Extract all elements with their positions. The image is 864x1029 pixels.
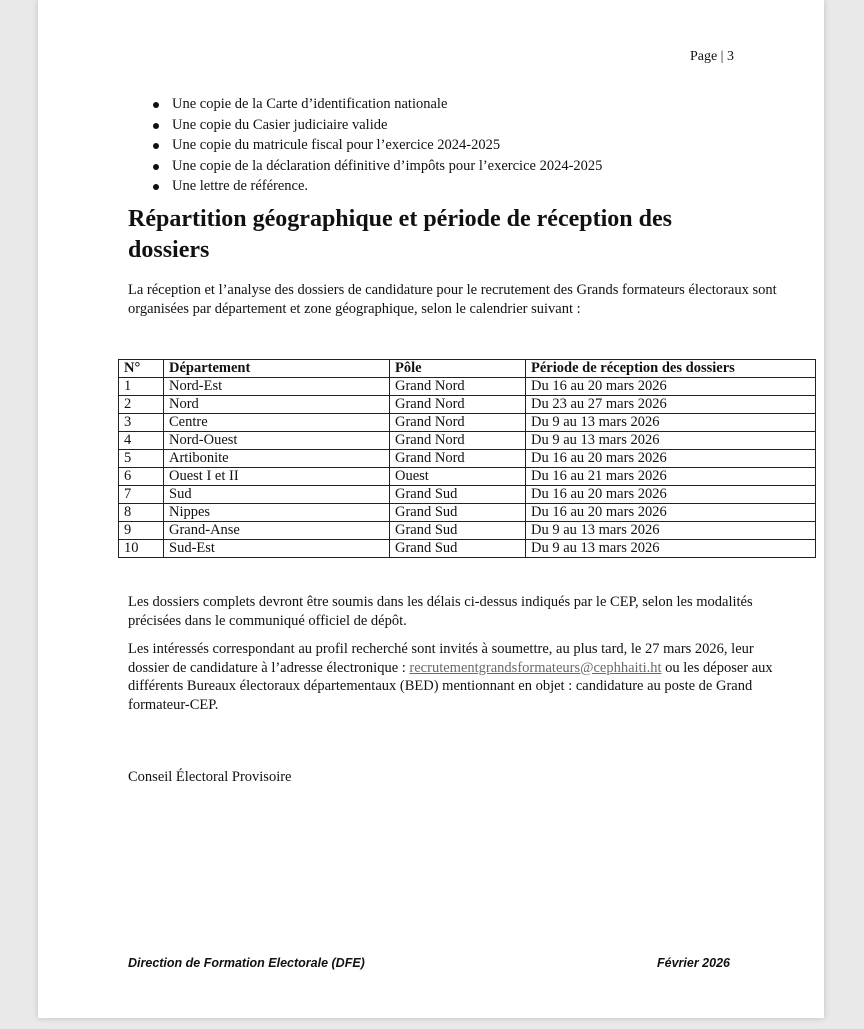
invitation-text-end: ou les déposer aux différents Bureaux électoraux départementaux (BED) mentionnant en objet : candidature au poste de Grand formateur-CEP.: [128, 659, 773, 713]
table-row: [119, 540, 816, 558]
cell-pole: Grand Sud: [390, 504, 526, 522]
header-pole: Pôle: [390, 360, 526, 378]
cell-pole: Grand Sud: [390, 522, 526, 540]
cell-number: 8: [119, 504, 164, 522]
cell-period: Du 16 au 20 mars 2026: [526, 486, 816, 504]
cell-department: Sud-Est: [164, 540, 390, 558]
cell-pole: Grand Nord: [390, 414, 526, 432]
cell-department: Centre: [164, 414, 390, 432]
list-item: Une copie du matricule fiscal pour l’exercice 2024-2025: [153, 135, 602, 156]
table-row: [119, 396, 816, 414]
cell-number: 6: [119, 468, 164, 486]
cell-number: 4: [119, 432, 164, 450]
cell-department: Ouest I et II: [164, 468, 390, 486]
cell-period: Du 16 au 20 mars 2026: [526, 378, 816, 396]
table-row: [119, 486, 816, 504]
table-row: [119, 468, 816, 486]
cell-pole: Grand Sud: [390, 486, 526, 504]
invitation-text: Les intéressés correspondant au profil recherché sont invités à soumettre, au plus tard, le 27 mars 2026, leur dossier de candidature à l’adresse électronique :: [128, 641, 754, 676]
cell-period: Du 16 au 21 mars 2026: [526, 468, 816, 486]
table-row: [119, 378, 816, 396]
cell-department: Grand-Anse: [164, 522, 390, 540]
signature: Conseil Électoral Provisoire: [128, 769, 292, 785]
page-number: Page | 3: [689, 49, 734, 64]
cell-department: Nord-Ouest: [164, 432, 390, 450]
cell-period: Du 16 au 20 mars 2026: [526, 504, 816, 522]
cell-period: Du 9 au 13 mars 2026: [526, 414, 816, 432]
header-period: Période de réception des dossiers: [526, 360, 816, 378]
cell-pole: Grand Nord: [390, 396, 526, 414]
cell-department: Artibonite: [164, 450, 390, 468]
list-item: Une copie du Casier judiciaire valide: [153, 115, 602, 136]
table-row: [119, 522, 816, 540]
email-link[interactable]: recrutementgrandsformateurs@cephhaiti.ht: [409, 659, 662, 676]
footer-date: Février 2026: [657, 956, 730, 970]
cell-period: Du 9 au 13 mars 2026: [526, 522, 816, 540]
header-department: Département: [164, 360, 390, 378]
cell-number: 10: [119, 540, 164, 558]
cell-period: Du 9 au 13 mars 2026: [526, 540, 816, 558]
cell-period: Du 9 au 13 mars 2026: [526, 432, 816, 450]
table-row: [119, 450, 816, 468]
cell-number: 5: [119, 450, 164, 468]
table-row: [119, 414, 816, 432]
cell-pole: Grand Sud: [390, 540, 526, 558]
cell-department: Sud: [164, 486, 390, 504]
schedule-table: [118, 359, 816, 558]
cell-period: Du 23 au 27 mars 2026: [526, 396, 816, 414]
footer-department: Direction de Formation Electorale (DFE): [128, 956, 365, 970]
document-page: [38, 0, 824, 1018]
cell-department: Nord: [164, 396, 390, 414]
cell-pole: Grand Nord: [390, 450, 526, 468]
cell-number: 1: [119, 378, 164, 396]
header-number: N°: [119, 360, 164, 378]
list-item: Une copie de la déclaration définitive d’impôts pour l’exercice 2024-2025: [153, 156, 602, 177]
intro-paragraph: La réception et l’analyse des dossiers de candidature pour le recrutement des Grands formateurs électoraux sont organisées par département et zone géographique, selon le calendrier suivant :: [128, 282, 777, 317]
cell-pole: Grand Nord: [390, 378, 526, 396]
table-header-row: [119, 360, 816, 378]
cell-number: 7: [119, 486, 164, 504]
section-title: Répartition géographique et période de réception des dossiers: [128, 206, 672, 263]
table-row: [119, 432, 816, 450]
cell-period: Du 16 au 20 mars 2026: [526, 450, 816, 468]
list-item: Une lettre de référence.: [153, 176, 602, 197]
cell-number: 3: [119, 414, 164, 432]
cell-number: 9: [119, 522, 164, 540]
invitation-paragraph: [128, 640, 778, 714]
submission-paragraph: Les dossiers complets devront être soumis dans les délais ci-dessus indiqués par le CEP, selon les modalités précisées dans le communiqué officiel de dépôt.: [128, 594, 753, 629]
cell-department: Nippes: [164, 504, 390, 522]
requirements-list: [153, 94, 602, 197]
cell-department: Nord-Est: [164, 378, 390, 396]
cell-pole: Grand Nord: [390, 432, 526, 450]
cell-pole: Ouest: [390, 468, 526, 486]
list-item: Une copie de la Carte d’identification nationale: [153, 94, 602, 115]
table-row: [119, 504, 816, 522]
cell-number: 2: [119, 396, 164, 414]
